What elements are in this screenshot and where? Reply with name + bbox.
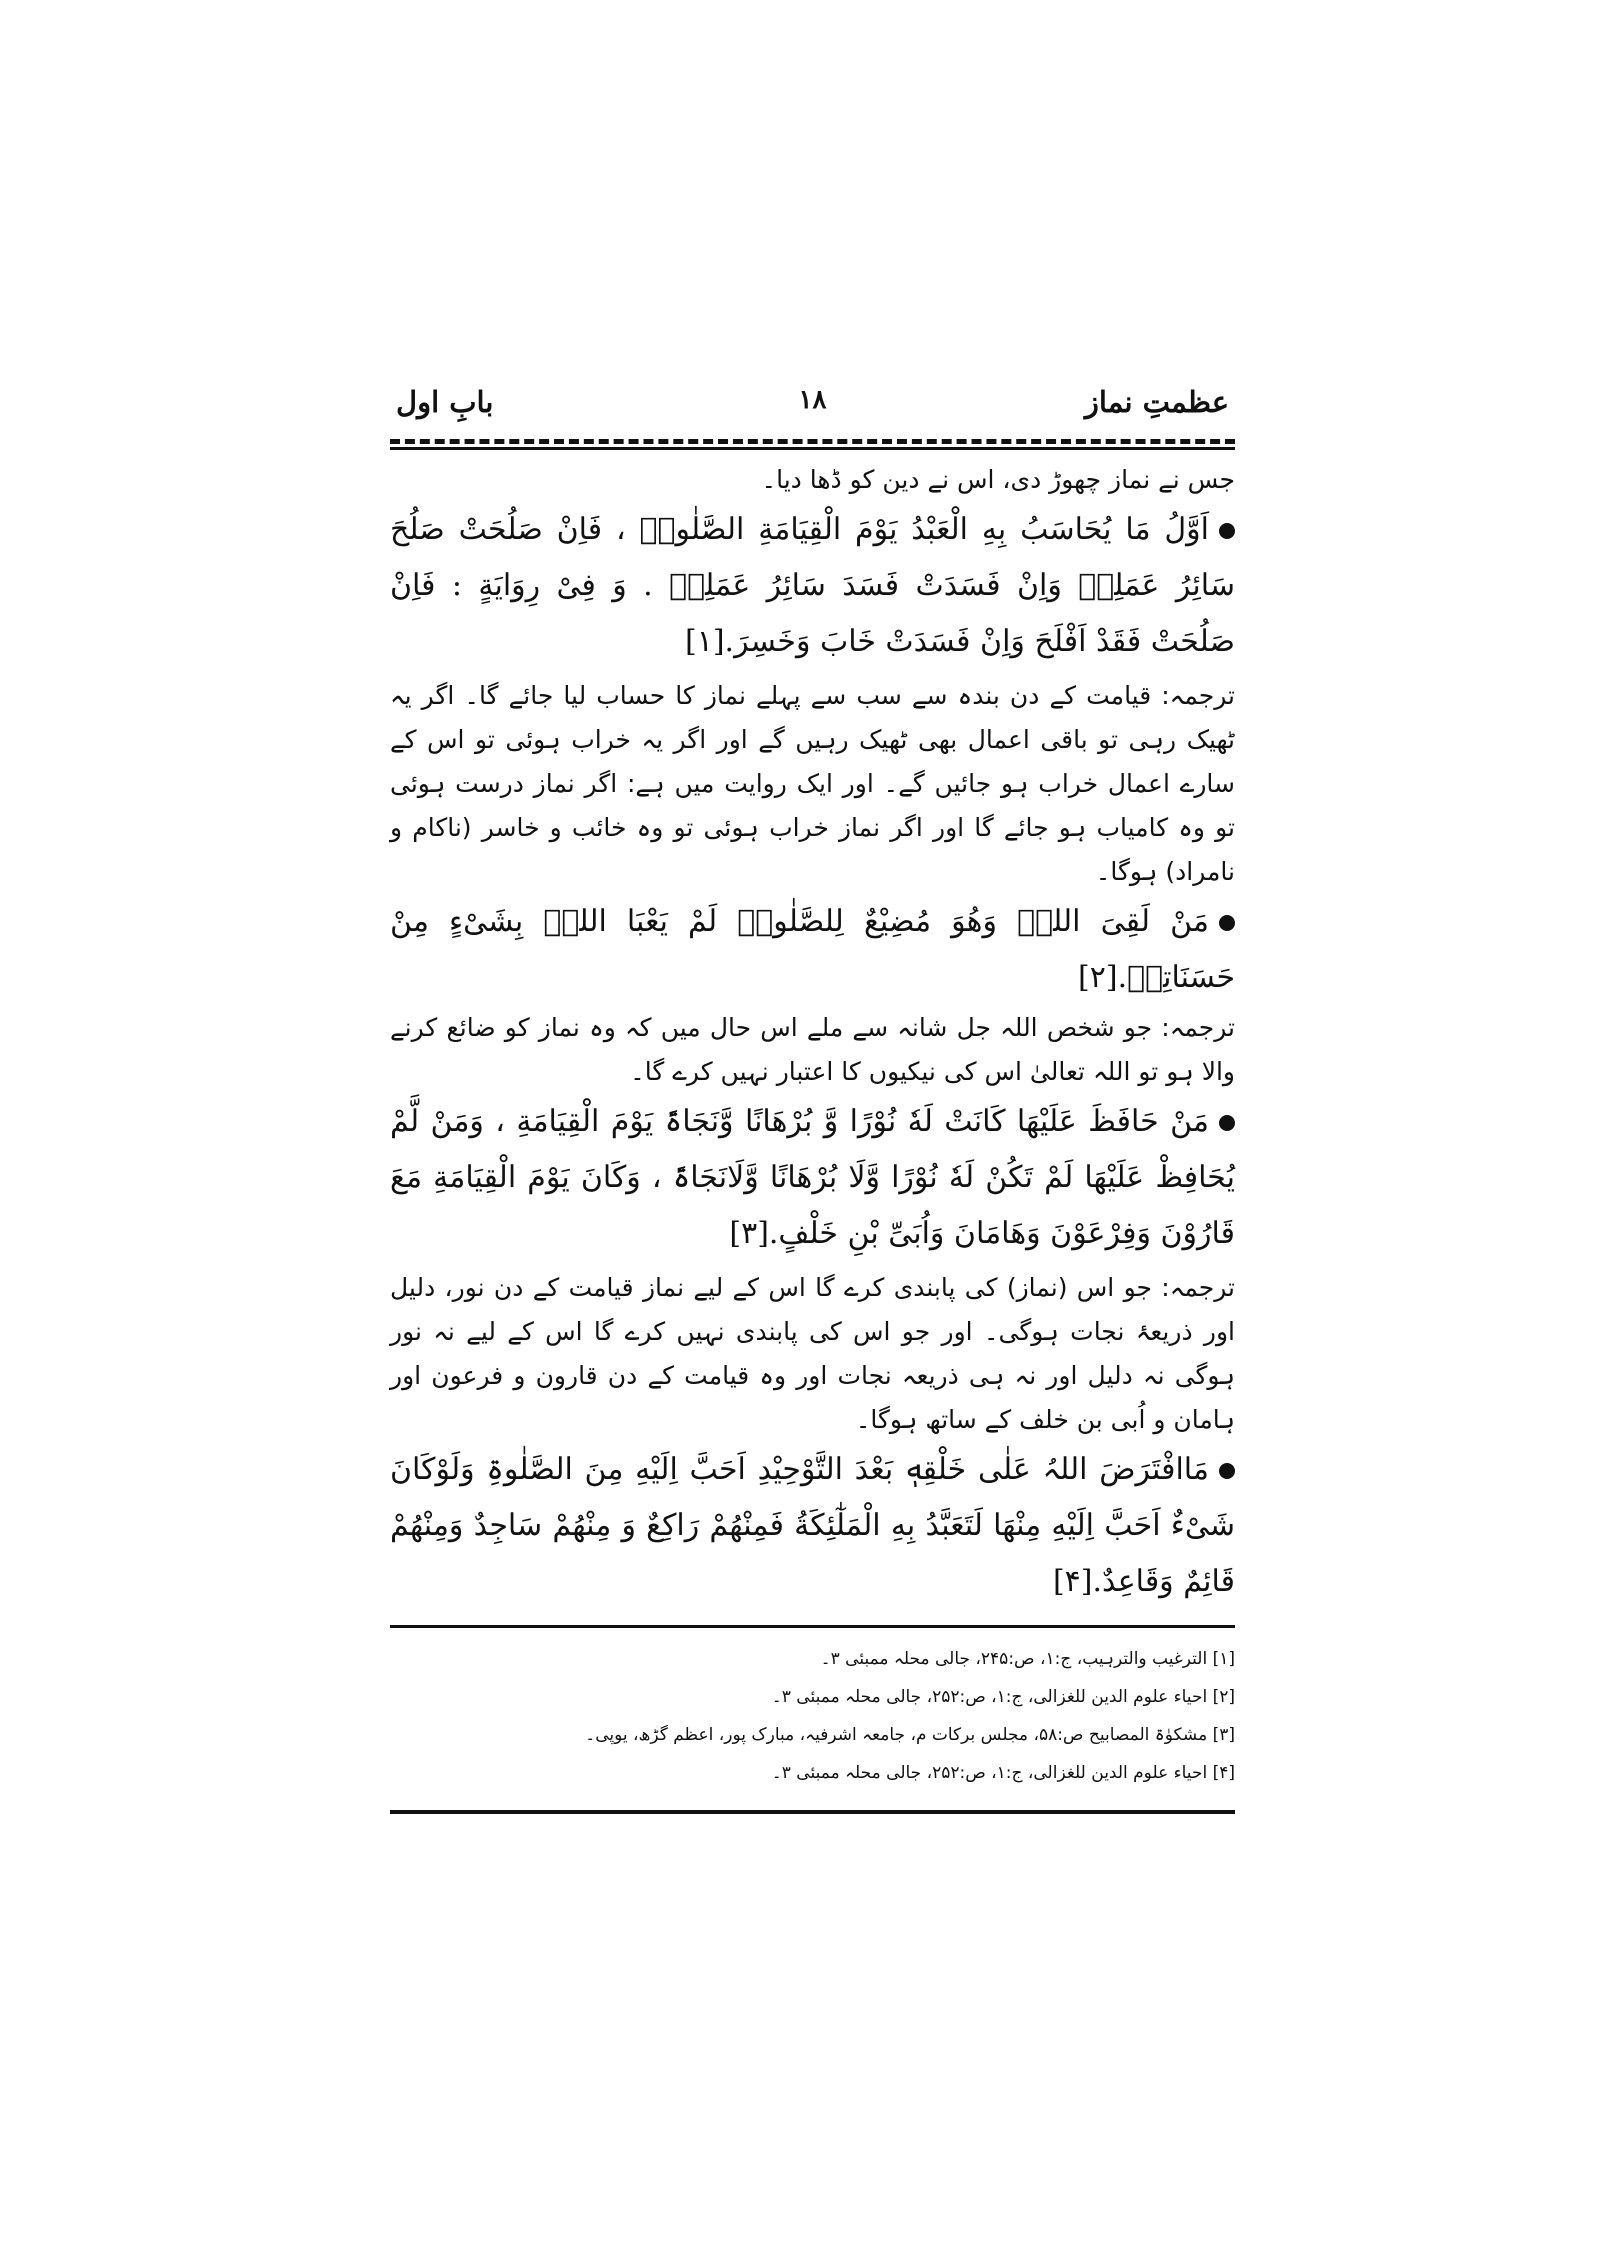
bullet-icon — [1219, 1463, 1235, 1479]
footnotes — [390, 1640, 1235, 1792]
bullet-icon — [1219, 915, 1235, 931]
header-dashed-rule — [390, 439, 1235, 444]
translation-1: ترجمہ: قیامت کے دن بندہ سے سب سے پہلے نماز کا حساب لیا جائے گا۔ اگر یہ ٹھیک رہی تو باقی اعمال بھی ٹھیک رہیں گے اور اگر یہ خراب ہوئی تو اس کے سارے اعمال خراب ہو جائیں گے۔ اور ایک روایت میں ہے: اگر نماز درست ہوئی تو وہ کامیاب ہو جائے گا اور اگر نماز خراب ہوئی تو وہ خائب و خاسر (ناکام و نامراد) ہوگا۔ — [390, 681, 1235, 886]
book-page — [390, 385, 1235, 1875]
hadith-3 — [390, 1094, 1235, 1262]
hadith-1 — [390, 502, 1235, 670]
page-body — [390, 458, 1235, 1610]
hadith-4-text: مَاافْتَرَضَ اللہُ عَلٰی خَلْقِهٖ بَعْدَ التَّوْحِیْدِ اَحَبَّ اِلَیْهِ مِنَ الصَّلٰوۃِ وَلَوْکَانَ شَیْءٌ اَحَبَّ اِلَیْهِ مِنْهَا لَتَعَبَّدُ بِهِ الْمَلٰٓئِکَةُ فَمِنْهُمْ رَاکِعٌ وَ مِنْهُمْ سَاجِدٌ وَمِنْهُمْ قَائِمٌ وَقَاعِدٌ.[۴] — [390, 1452, 1235, 1599]
chapter-title: بابِ اول — [396, 385, 494, 419]
footnote-1: [۱] الترغیب والترہیب، ج:۱، ص:۲۴۵، جالی محلہ ممبئی ۳۔ — [820, 1649, 1235, 1669]
header-solid-rule — [390, 447, 1235, 450]
bullet-icon — [1219, 1115, 1235, 1131]
book-title: عظمتِ نماز — [1084, 385, 1229, 419]
page-number: ۱۸ — [798, 385, 827, 415]
intro-line: جس نے نماز چھوڑ دی، اس نے دین کو ڈھا دیا۔ — [761, 465, 1235, 494]
hadith-4 — [390, 1442, 1235, 1610]
translation-2: ترجمہ: جو شخص اللہ جل شانہ سے ملے اس حال میں کہ وہ نماز کو ضائع کرنے والا ہو تو اللہ تعالیٰ اس کی نیکیوں کا اعتبار نہیں کرے گا۔ — [390, 1013, 1235, 1086]
hadith-2-text: مَنْ لَقِیَ اللہَ وَهُوَ مُضِیْعٌ لِلصَّلٰوۃِ لَمْ یَعْبَا اللہُ بِشَیْءٍ مِنْ حَسَنَاتِهٖ.[۲] — [390, 904, 1235, 995]
footnote-4: [۴] احیاء علوم الدین للغزالی، ج:۱، ص:۲۵۲، جالی محلہ ممبئی ۳۔ — [771, 1763, 1235, 1783]
bullet-icon — [1219, 523, 1235, 539]
footnote-2: [۲] احیاء علوم الدین للغزالی، ج:۱، ص:۲۵۲، جالی محلہ ممبئی ۳۔ — [771, 1687, 1235, 1707]
page-header — [390, 385, 1235, 435]
footnote-3: [۳] مشکوٰۃ المصابیح ص:۵۸، مجلس برکات م، جامعہ اشرفیہ، مبارک پور، اعظم گڑھ، یوپی۔ — [585, 1725, 1235, 1745]
footnote-rule — [390, 1625, 1235, 1628]
hadith-2 — [390, 894, 1235, 1006]
hadith-1-text: اَوَّلُ مَا یُحَاسَبُ بِهِ الْعَبْدُ یَوْمَ الْقِیَامَةِ الصَّلٰوۃُ ، فَاِنْ صَلُحَتْ صَلُحَ سَائِرُ عَمَلِهٖ وَاِنْ فَسَدَتْ فَسَدَ سَائِرُ عَمَلِهٖ . وَ فِیْ رِوَایَةٍ : فَاِنْ صَلُحَتْ فَقَدْ اَفْلَحَ وَاِنْ فَسَدَتْ خَابَ وَخَسِرَ.[۱] — [390, 512, 1235, 659]
bottom-rule — [390, 1810, 1235, 1814]
hadith-3-text: مَنْ حَافَظَ عَلَیْهَا کَانَتْ لَهٗ نُوْرًا وَّ بُرْهَانًا وَّنَجَاۃً یَوْمَ الْقِیَامَةِ ، وَمَنْ لَّمْ یُحَافِظْ عَلَیْهَا لَمْ تَکُنْ لَهٗ نُوْرًا وَّلَا بُرْهَانًا وَّلَانَجَاۃً ، وَکَانَ یَوْمَ الْقِیَامَةِ مَعَ قَارُوْنَ وَفِرْعَوْنَ وَهَامَانَ وَاُبَیِّ بْنِ خَلْفٍ.[۳] — [390, 1104, 1235, 1251]
translation-3: ترجمہ: جو اس (نماز) کی پابندی کرے گا اس کے لیے نماز قیامت کے دن نور، دلیل اور ذریعۂ نجات ہوگی۔ اور جو اس کی پابندی نہیں کرے گا اس کے لیے نہ نور ہوگی نہ دلیل اور نہ ہی ذریعہ نجات اور وہ قیامت کے دن قارون و فرعون اور ہامان و اُبی بن خلف کے ساتھ ہوگا۔ — [390, 1273, 1235, 1434]
